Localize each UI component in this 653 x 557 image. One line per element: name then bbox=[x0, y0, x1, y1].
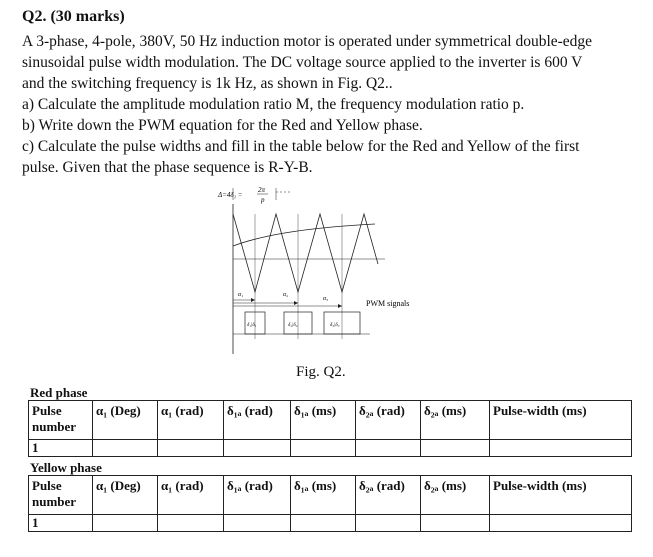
pwm-diagram bbox=[200, 184, 440, 359]
header-cell: δ₂ₐ (ms) bbox=[421, 476, 490, 515]
table-cell[interactable] bbox=[356, 440, 421, 457]
question-line: sinusoidal pulse width modulation. The DC voltage source applied to the inverter is 600 V bbox=[22, 54, 583, 71]
delta2-label: δ₂|δ₂ bbox=[288, 323, 298, 328]
table-cell[interactable] bbox=[224, 440, 291, 457]
header-cell: δ₂ₐ (rad) bbox=[356, 476, 421, 515]
table-cell[interactable] bbox=[490, 515, 632, 532]
two-pi-label: 2π bbox=[258, 186, 266, 194]
table-cell[interactable] bbox=[291, 515, 356, 532]
header-cell: δ₁ₐ (rad) bbox=[224, 401, 291, 440]
arrow-head bbox=[251, 298, 255, 302]
arrow-head bbox=[338, 304, 342, 308]
header-cell: α₁ (Deg) bbox=[93, 476, 158, 515]
header-cell: Pulse number bbox=[29, 401, 93, 440]
table-cell[interactable] bbox=[490, 440, 632, 457]
header-cell: α₁ (rad) bbox=[158, 401, 224, 440]
alpha1-label: α₁ bbox=[238, 292, 244, 298]
table-row bbox=[29, 515, 632, 532]
question-line: A 3-phase, 4-pole, 380V, 50 Hz induction motor is operated under symmetrical double-edge bbox=[22, 33, 593, 50]
header-cell: δ₂ₐ (rad) bbox=[356, 401, 421, 440]
header-cell: Pulse-width (ms) bbox=[490, 401, 632, 440]
question-body bbox=[22, 31, 632, 178]
red-phase-label: Red phase bbox=[30, 385, 88, 400]
header-cell: δ₁ₐ (ms) bbox=[291, 476, 356, 515]
table-cell[interactable] bbox=[224, 515, 291, 532]
delta1-label: δ₁|δ₁ bbox=[247, 323, 257, 328]
table-cell: 1 bbox=[29, 440, 93, 457]
header-cell: α₁ (rad) bbox=[158, 476, 224, 515]
header-cell: Pulse number bbox=[29, 476, 93, 515]
arrow-head bbox=[294, 301, 298, 305]
part-b: b) Write down the PWM equation for the Red and Yellow phase. bbox=[22, 117, 423, 134]
p-label: p bbox=[261, 196, 265, 204]
question-title: Q2. (30 marks) bbox=[22, 8, 125, 25]
yellow-phase-table bbox=[28, 475, 632, 532]
header-cell: δ₂ₐ (ms) bbox=[421, 401, 490, 440]
table-cell[interactable] bbox=[158, 515, 224, 532]
header-cell: α₁ (Deg) bbox=[93, 401, 158, 440]
reference-sine bbox=[233, 224, 375, 246]
table-cell[interactable] bbox=[158, 440, 224, 457]
table-cell: 1 bbox=[29, 515, 93, 532]
delta3-label: δ₃|δ₃ bbox=[330, 323, 340, 328]
header-cell: Pulse-width (ms) bbox=[490, 476, 632, 515]
part-c-cont: pulse. Given that the phase sequence is R-Y-B. bbox=[22, 159, 313, 176]
part-a: a) Calculate the amplitude modulation ratio M, the frequency modulation ratio p. bbox=[22, 96, 525, 113]
header-cell: δ₁ₐ (ms) bbox=[291, 401, 356, 440]
question-line: and the switching frequency is 1k Hz, as shown in Fig. Q2.. bbox=[22, 75, 393, 92]
carrier-wave bbox=[233, 214, 378, 292]
figure-caption: Fig. Q2. bbox=[296, 364, 346, 380]
part-c: c) Calculate the pulse widths and fill in the table below for the Red and Yellow of the first bbox=[22, 138, 580, 155]
table-cell[interactable] bbox=[93, 515, 158, 532]
table-header-row bbox=[29, 476, 632, 515]
table-header-row bbox=[29, 401, 632, 440]
table-cell[interactable] bbox=[421, 440, 490, 457]
delta-label: Δ=4δ₁ = bbox=[218, 191, 243, 199]
table-cell[interactable] bbox=[421, 515, 490, 532]
yellow-phase-label: Yellow phase bbox=[30, 460, 102, 475]
table-cell[interactable] bbox=[356, 515, 421, 532]
header-cell: δ₁ₐ (rad) bbox=[224, 476, 291, 515]
red-phase-table bbox=[28, 400, 632, 457]
alpha2-label: α₂ bbox=[283, 292, 289, 298]
table-row bbox=[29, 440, 632, 457]
table-cell[interactable] bbox=[93, 440, 158, 457]
pwm-signals-label: PWM signals bbox=[366, 299, 410, 308]
alpha3-label: α₃ bbox=[323, 296, 329, 302]
table-cell[interactable] bbox=[291, 440, 356, 457]
